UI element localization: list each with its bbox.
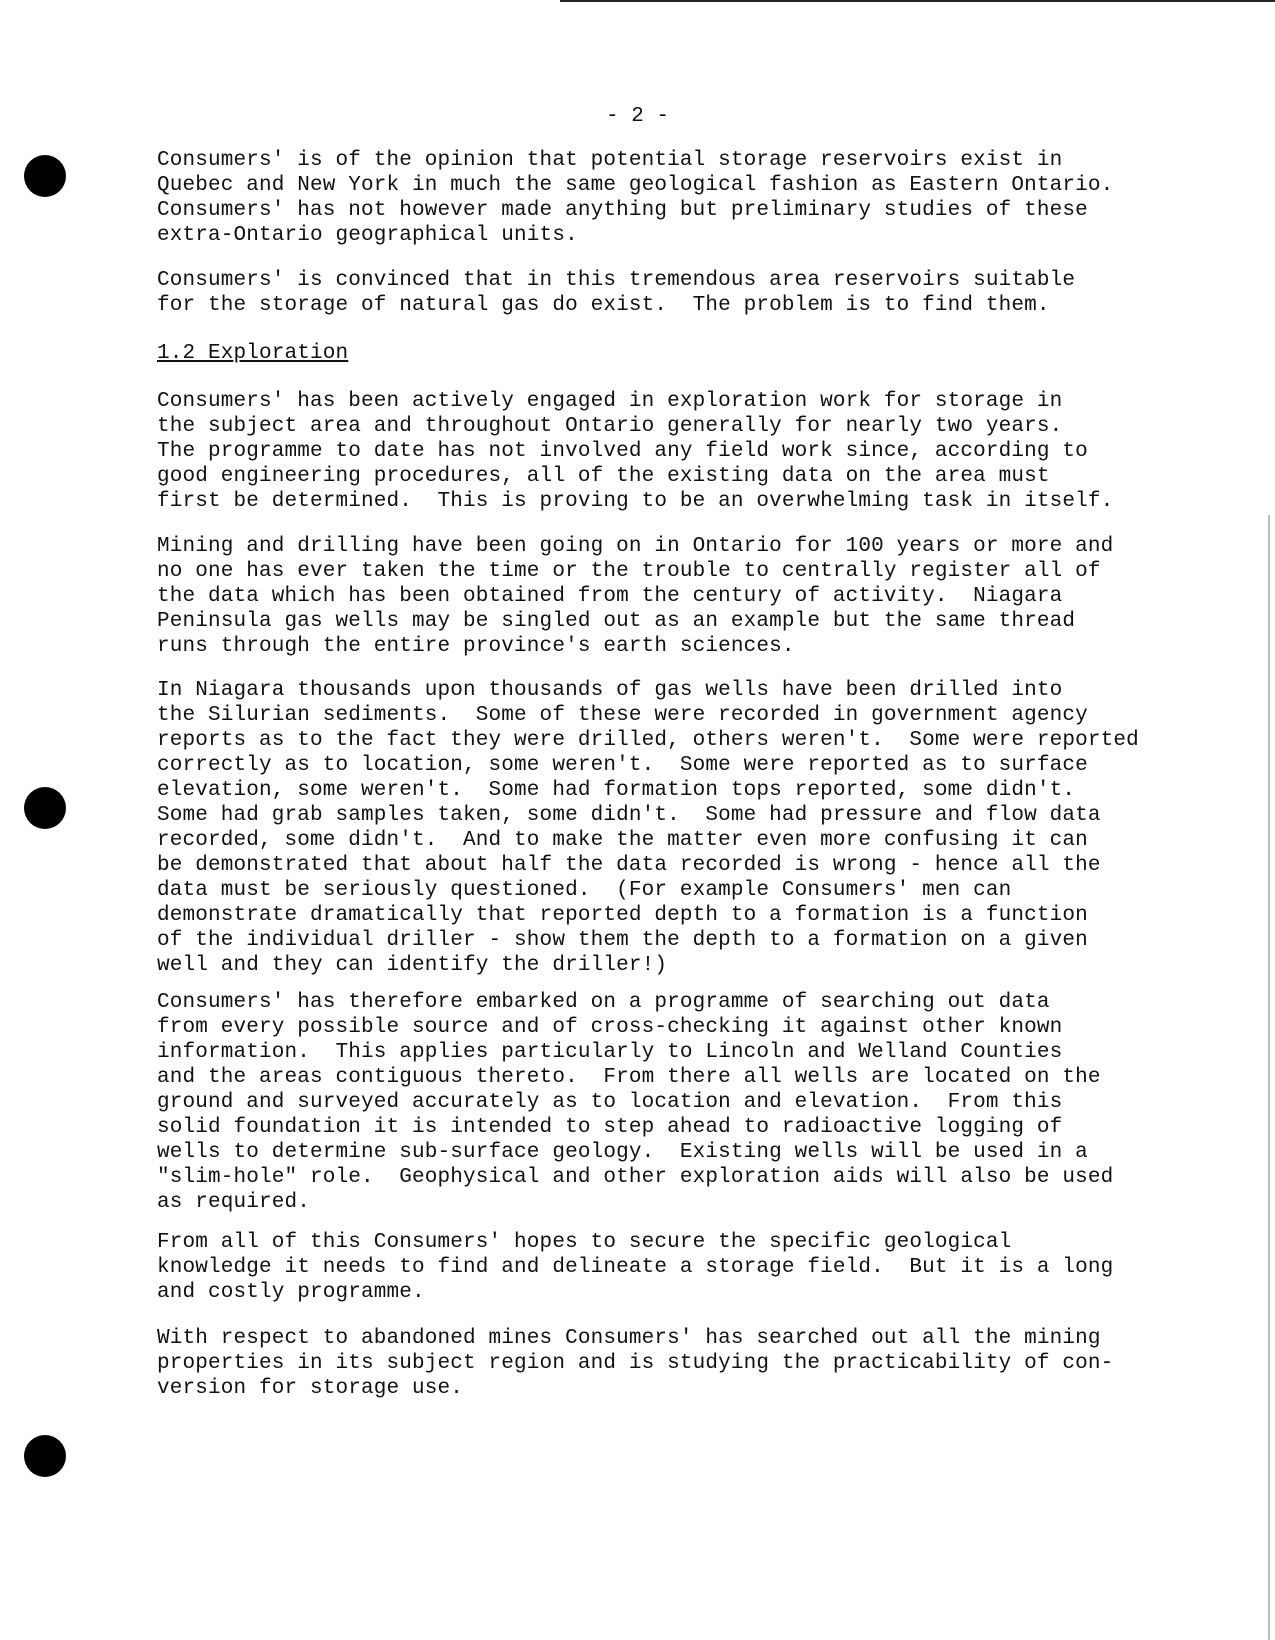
binder-hole-icon (24, 1435, 66, 1477)
paragraph-abandoned-mines: With respect to abandoned mines Consumers' has searched out all the mining properties in its subject region and is studying the practicability of con- version for storage use. (157, 1327, 1114, 1400)
paragraph-data-programme: Consumers' has therefore embarked on a programme of searching out data from every possible source and of cross-checking it against other known information. This applies particularly to Lincoln and Welland Counties and the areas contiguous thereto. From there all wells are located on the ground and surveyed accurately as to location and elevation. From this solid foundation it is intended to step ahead to radioactive logging of wells to determine sub-surface geology. Existing wells will be used in a "slim-hole" role. Geophysical and other exploration aids will also be used as required. (157, 991, 1114, 1214)
paragraph-exploration-work: Consumers' has been actively engaged in exploration work for storage in the subject area and throughout Ontario generally for nearly two years. The programme to date has not involved any field work since, according to good engineering procedures, all of the existing data on the area must first be determined. This is proving to be an overwhelming task in itself. (157, 390, 1114, 513)
top-edge-line (560, 0, 1275, 2)
page-number: - 2 - (605, 105, 669, 128)
binder-hole-icon (24, 787, 66, 829)
paragraph-mining-drilling: Mining and drilling have been going on in Ontario for 100 years or more and no one has ever taken the time or the trouble to centrally register all of the data which has been obtained from the century of activity. Niagara Peninsula gas wells may be singled out as an example but the same thread runs through the entire province's earth sciences. (157, 535, 1114, 658)
paragraph-geological-knowledge: From all of this Consumers' hopes to secure the specific geological knowledge it needs to find and delineate a storage field. But it is a long and costly programme. (157, 1231, 1114, 1304)
paragraph-storage-conviction: Consumers' is convinced that in this tremendous area reservoirs suitable for the storage of natural gas do exist. The problem is to find them. (157, 269, 1076, 317)
section-heading: 1.2 Exploration (157, 342, 349, 365)
right-edge-line (1268, 515, 1270, 1640)
binder-hole-icon (24, 155, 66, 197)
paragraph-niagara-wells: In Niagara thousands upon thousands of gas wells have been drilled into the Silurian sediments. Some of these were recorded in government agency reports as to the fact they were drilled, others weren't. Some were reported correctly as to location, some weren't. Some were reported as to surface elevation, some weren't. Some had formation tops reported, some didn't. Some had grab samples taken, some didn't. Some had pressure and flow data recorded, some didn't. And to make the matter even more confusing it can be demonstrated that about half the data recorded is wrong - hence all the data must be seriously questioned. (For example Consumers' men can demonstrate dramatically that reported depth to a formation is a function of the individual driller - show them the depth to a formation on a given well and they can identify the driller!) (157, 679, 1139, 977)
paragraph-storage-opinion: Consumers' is of the opinion that potential storage reservoirs exist in Quebec and New York in much the same geological fashion as Eastern Ontario. Consumers' has not however made anything but preliminary studies of these extra-Ontario geographical units. (157, 149, 1114, 247)
